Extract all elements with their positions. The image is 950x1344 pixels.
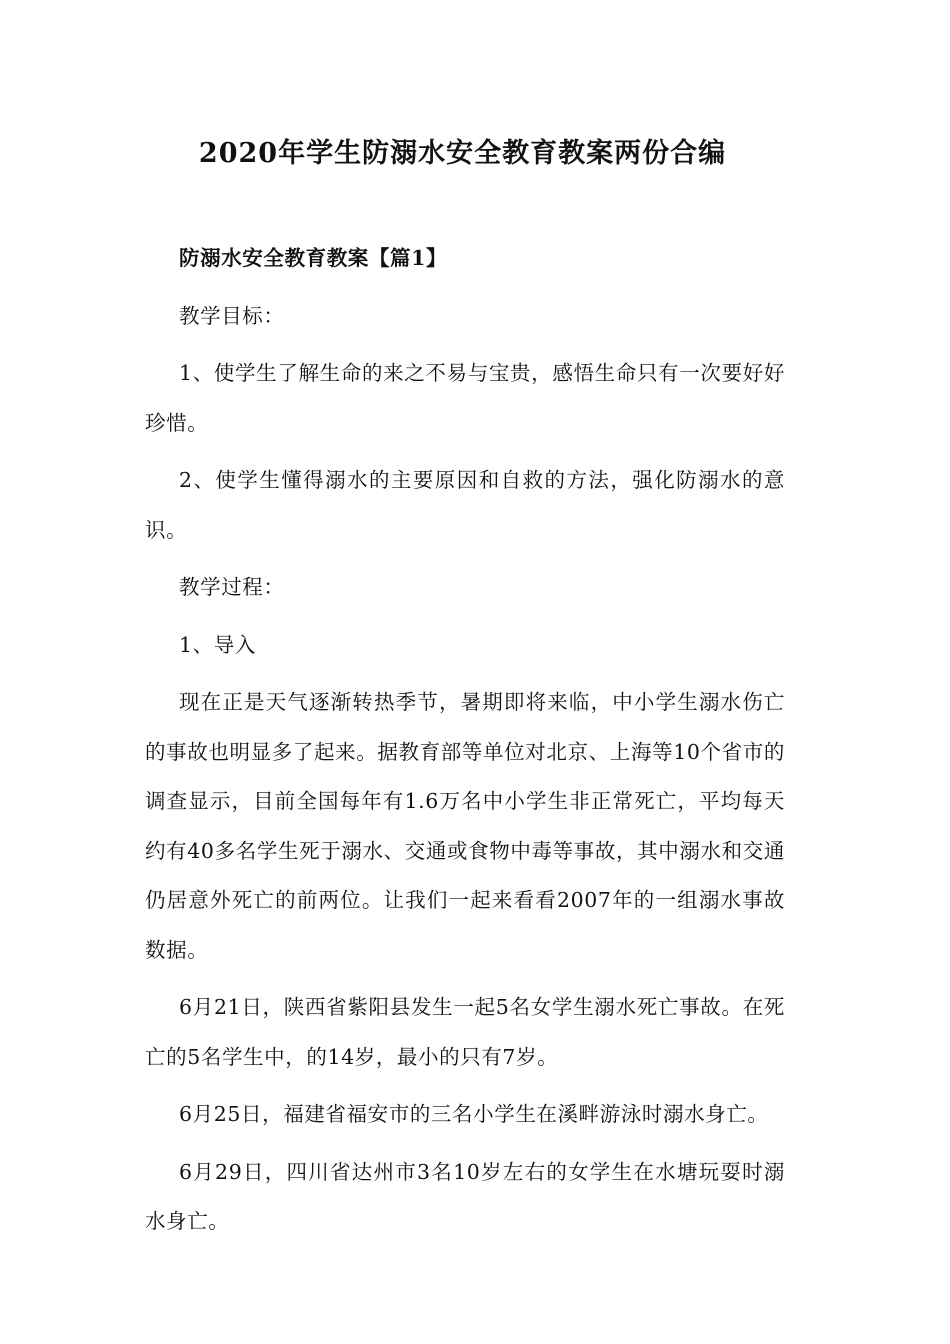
paragraph-step-intro: 1、导入	[179, 632, 256, 657]
paragraph-teaching-goals-label: 教学目标：	[179, 303, 285, 328]
paragraph-case-0621: 6月21日，陕西省紫阳县发生一起5名女学生溺水死亡事故。在死亡的5名学生中，的14岁，最小的只有7岁。	[145, 995, 785, 1069]
paragraph-case-0625: 6月25日，福建省福安市的三名小学生在溪畔游泳时溺水身亡。	[179, 1102, 769, 1126]
paragraph-case-0629: 6月29日，四川省达州市3名10岁左右的女学生在水塘玩耍时溺水身亡。	[145, 1159, 785, 1233]
document-title: 2020年学生防溺水安全教育教案两份合编	[198, 138, 727, 169]
document-body	[145, 234, 785, 1255]
paragraph-goal-2: 2、使学生懂得溺水的主要原因和自救的方法，强化防溺水的意识。	[145, 468, 785, 542]
paragraph-intro-text: 现在正是天气逐渐转热季节，暑期即将来临，中小学生溺水伤亡的事故也明显多了起来。据教育部等单位对北京、上海等10个省市的调查显示，目前全国每年有1.6万名中小学生非正常死亡，平均每天约有40多名学生死于溺水、交通或食物中毒等事故，其中溺水和交通仍居意外死亡的前两位。让我们一起来看看2007年的一组溺水事故数据。	[145, 690, 785, 962]
section-heading: 防溺水安全教育教案【篇1】	[179, 246, 448, 270]
paragraph-teaching-process-label: 教学过程：	[179, 575, 285, 599]
paragraph-goal-1: 1、使学生了解生命的来之不易与宝贵，感悟生命只有一次要好好珍惜。	[145, 361, 785, 435]
